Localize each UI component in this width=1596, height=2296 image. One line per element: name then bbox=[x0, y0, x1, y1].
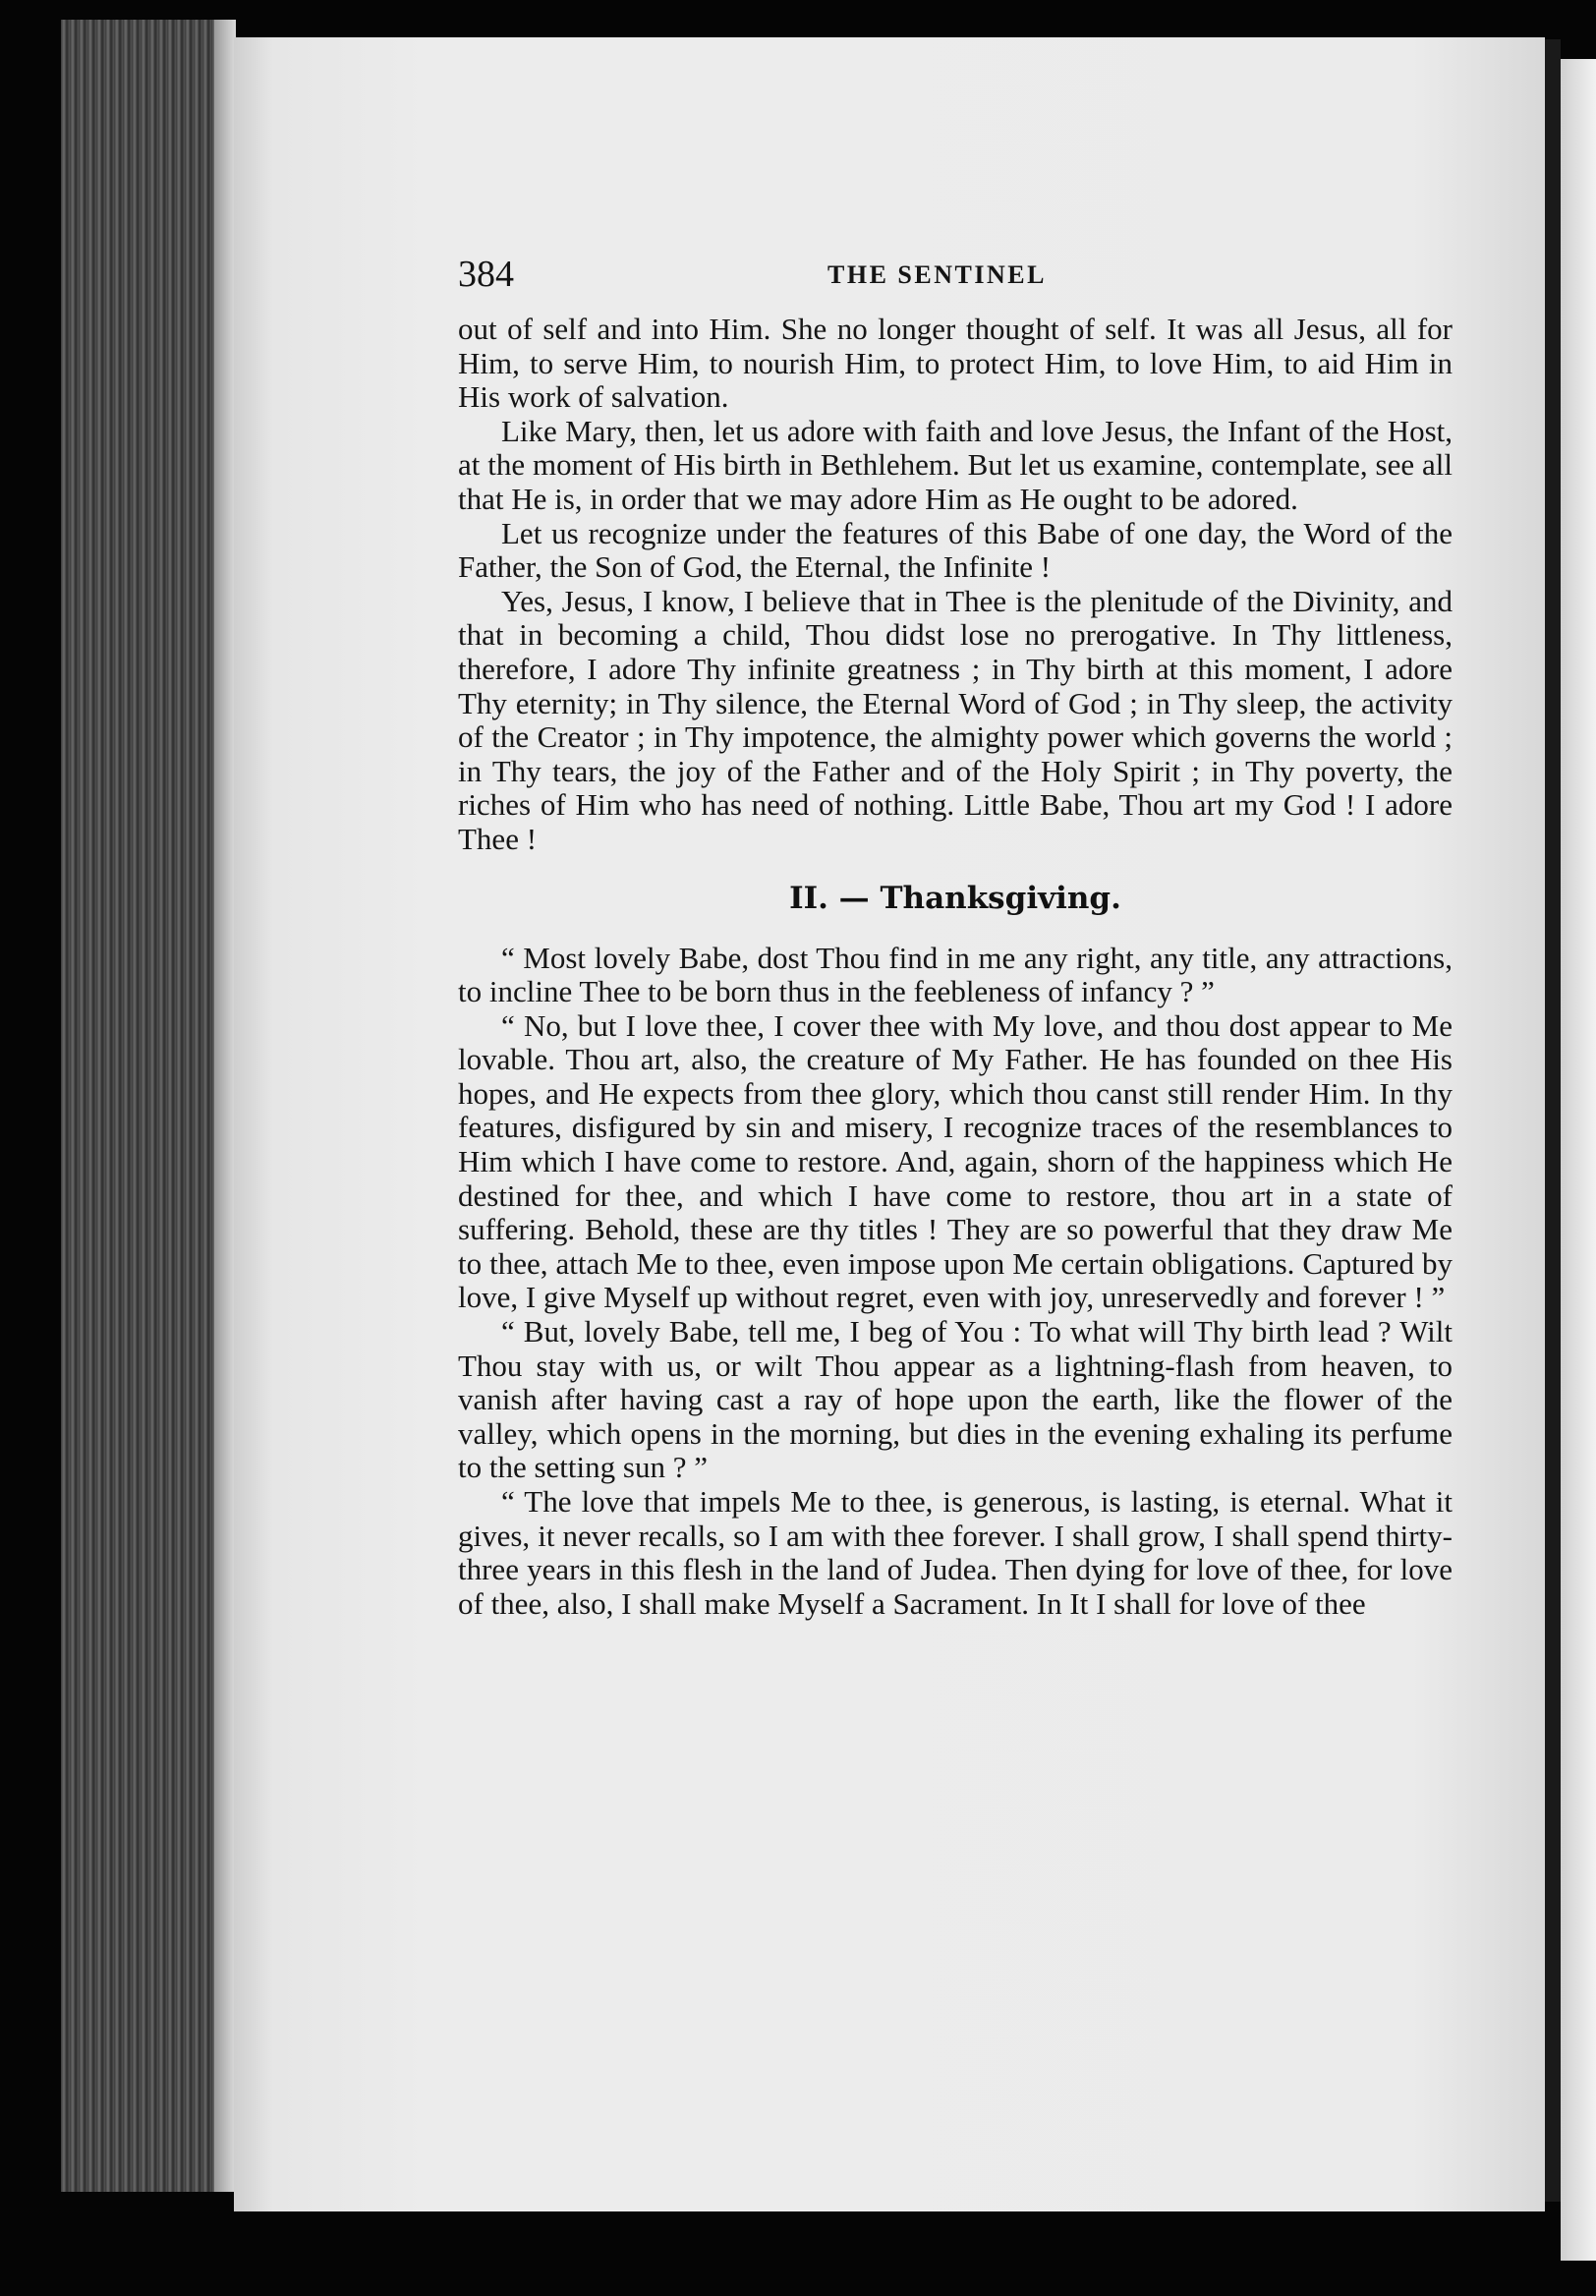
facing-page-edge bbox=[1561, 59, 1596, 2261]
page-number: 384 bbox=[458, 254, 514, 295]
paragraph: Yes, Jesus, I know, I believe that in Thee is the plenitude of the Divinity, and that in becoming a child, Thou didst lose no prerogative. In Thy littleness, therefore, I adore Thy infinite greatness ; in Thy birth at this moment, I adore Thy eternity; in Thy silence, the Eternal Word of God ; in Thy sleep, the activity of the Creator ; in Thy impotence, the almighty power which governs the world ; in Thy tears, the joy of the Father and of the Holy Spirit ; in Thy poverty, the riches of Him who has need of nothing. Little Babe, Thou art my God ! I adore Thee ! bbox=[458, 583, 1453, 856]
paragraph: “ But, lovely Babe, tell me, I beg of You : To what will Thy birth lead ? Wilt Thou stay with us, or wilt Thou appear as a lightning-flash from heaven, to vanish after having cast a ray of hope upon the earth, like the flower of the valley, which opens in the morning, but dies in the evening exhaling its perfume to the setting sun ? ” bbox=[458, 1314, 1453, 1485]
paragraph: out of self and into Him. She no longer thought of self. It was all Jesus, all for Him, to serve Him, to nourish Him, to protect Him, to love Him, to aid Him in His work of salvation. bbox=[458, 312, 1453, 415]
running-title: THE SENTINEL bbox=[827, 260, 1047, 289]
section-heading: II. — Thanksgiving. bbox=[789, 880, 1121, 916]
page-edges bbox=[61, 20, 236, 2192]
running-head bbox=[458, 251, 1453, 300]
paragraph: “ No, but I love thee, I cover thee with My love, and thou dost appear to Me lovable. Thou art, also, the creature of My Father. He has founded on thee His hopes, and He expects from thee glory, which thou canst still render Him. In thy features, disfigured by sin and misery, I recognize traces of the resemblances to Him which I have come to restore. And, again, shorn of the happiness which He destined for thee, and which I have come to restore, thou art in a state of suffering. Behold, these are thy titles ! They are so powerful that they draw Me to thee, attach Me to thee, even impose upon Me certain obligations. Captured by love, I give Myself up without regret, even with joy, unreservedly and forever ! ” bbox=[458, 1007, 1453, 1315]
paragraph: “ The love that impels Me to thee, is generous, is lasting, is eternal. What it gives, it never recalls, so I am with thee forever. I shall grow, I shall spend thirty-three years in this flesh in the land of Judea. Then dying for love of thee, for love of thee, also, I shall make Myself a Sacrament. In It I shall for love of thee bbox=[458, 1484, 1453, 1621]
paragraph: “ Most lovely Babe, dost Thou find in me any right, any title, any attractions, to incline Thee to be born thus in the feebleness of infancy ? ” bbox=[458, 940, 1453, 1009]
gutter-shadow bbox=[1545, 39, 1561, 2202]
paragraph: Like Mary, then, let us adore with faith and love Jesus, the Infant of the Host, at the moment of His birth in Bethlehem. But let us examine, contemplate, see all that He is, in order that we may adore Him as He ought to be adored. bbox=[458, 413, 1453, 516]
paragraph: Let us recognize under the features of this Babe of one day, the Word of the Father, the Son of God, the Eternal, the Infinite ! bbox=[458, 515, 1453, 585]
body-text bbox=[458, 313, 1453, 1621]
